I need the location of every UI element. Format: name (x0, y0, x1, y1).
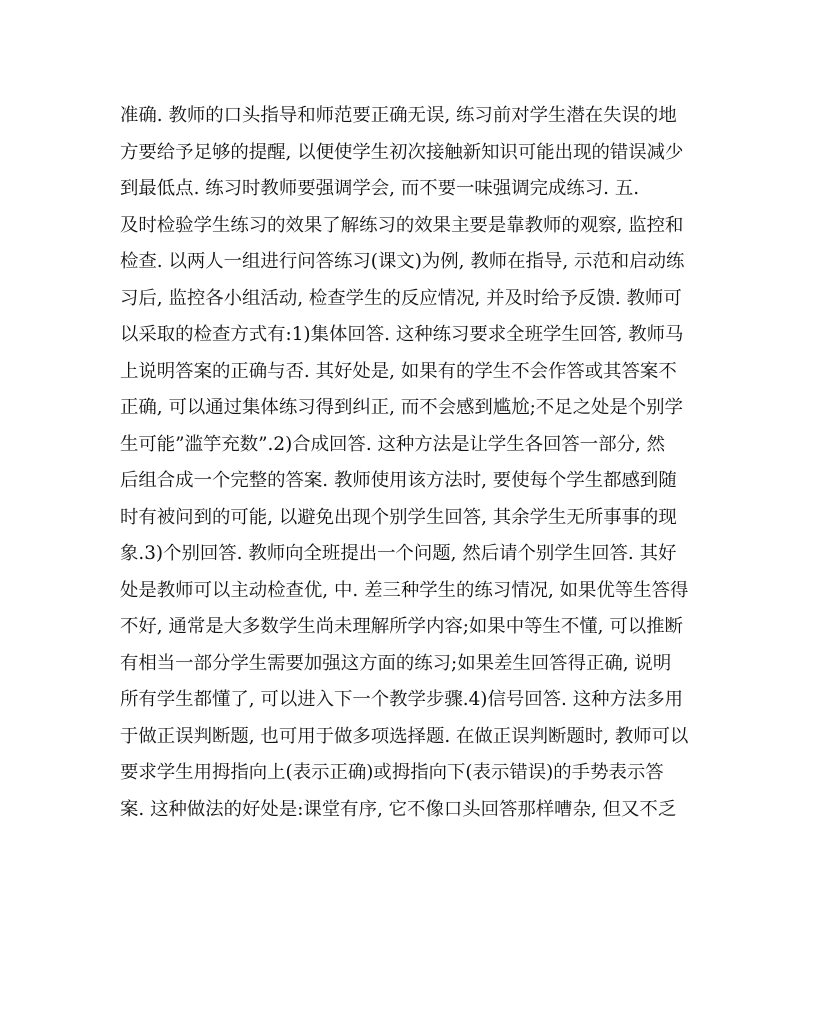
text-line: 以采取的检查方式有:1)集体回答. 这种练习要求全班学生回答, 教师马 (120, 324, 684, 345)
text-line: 不好, 通常是大多数学生尚未理解所学内容;如果中等生不懂, 可以推断 (120, 616, 683, 637)
text-line: 于做正误判断题, 也可用于做多项选择题. 在做正误判断题时, 教师可以 (120, 725, 689, 747)
text-line: 有相当一部分学生需要加强这方面的练习;如果差生回答得正确, 说明 (120, 652, 672, 674)
text-line: 处是教师可以主动检查优, 中. 差三种学生的练习情况, 如果优等生答得 (120, 579, 689, 601)
text-line: 上说明答案的正确与否. 其好处是, 如果有的学生不会作答或其答案不 (120, 360, 677, 382)
text-line: 案. 这种做法的好处是:课堂有序, 它不像口头回答那样嘈杂, 但又不乏 (120, 798, 677, 820)
text-line: 检查. 以两人一组进行问答练习(课文)为例, 教师在指导, 示范和启动练 (120, 251, 685, 272)
text-line: 到最低点. 练习时教师要强调学会, 而不要一味强调完成练习. 五. (120, 178, 640, 199)
body-text (120, 98, 700, 828)
text-line: 正确, 可以通过集体练习得到纠正, 而不会感到尴尬;不足之处是个别学 (120, 397, 683, 418)
text-line: 方要给予足够的提醒, 以便使学生初次接触新知识可能出现的错误减少 (120, 141, 684, 163)
text-line: 象.3)个别回答. 教师向全班提出一个问题, 然后请个别学生回答. 其好 (120, 543, 677, 564)
text-line: 生可能”滥竽充数”.2)合成回答. 这种方法是让学生各回答一部分, 然 (120, 433, 666, 455)
text-line: 准确. 教师的口头指导和师范要正确无误, 练习前对学生潜在失误的地 (120, 105, 677, 126)
text-line: 及时检验学生练习的效果了解练习的效果主要是靠教师的观察, 监控和 (120, 214, 684, 236)
text-line: 后组合成一个完整的答案. 教师使用该方法时, 要使每个学生都感到随 (120, 470, 677, 491)
text-line: 所有学生都懂了, 可以进入下一个教学步骤.4)信号回答. 这种方法多用 (120, 689, 684, 710)
text-line: 习后, 监控各小组活动, 检查学生的反应情况, 并及时给予反馈. 教师可 (120, 287, 682, 309)
text-line: 时有被问到的可能, 以避免出现个别学生回答, 其余学生无所事事的现 (120, 506, 677, 528)
text-line: 要求学生用拇指向上(表示正确)或拇指向下(表示错误)的手势表示答 (120, 762, 664, 783)
